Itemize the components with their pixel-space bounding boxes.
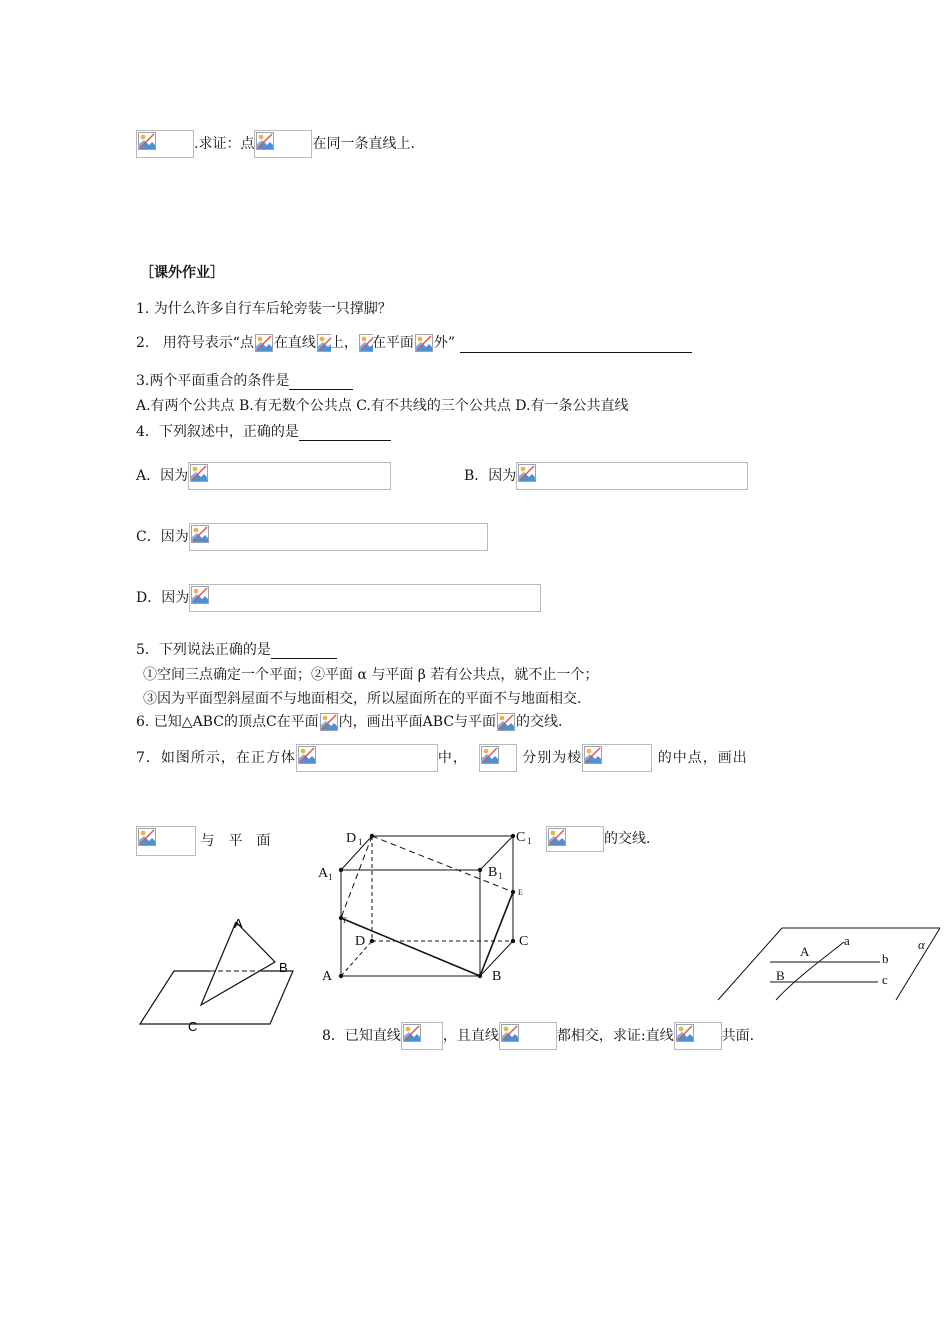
section-line [480, 892, 513, 976]
section-heading: ［课外作业］ [140, 265, 224, 281]
option-c [136, 523, 488, 551]
formula-image-icon [189, 523, 488, 551]
answer-blank[interactable] [299, 426, 391, 441]
formula-image-icon [496, 712, 516, 732]
question-7-cont-right [546, 826, 650, 852]
label-B1: B [488, 865, 498, 880]
formula-image-icon [296, 744, 438, 772]
text: 在直线 [273, 335, 316, 351]
label-F: F [343, 916, 348, 925]
text: 外” [433, 335, 456, 351]
text: 3.两个平面重合的条件是 [136, 373, 290, 389]
label-B: B [279, 960, 288, 975]
question-8 [322, 1022, 754, 1050]
label-b: b [882, 951, 889, 966]
label-B1-sub: 1 [498, 871, 503, 881]
text: 4．下列叙述中，正确的是 [136, 424, 299, 440]
triangle-outline [201, 922, 275, 1005]
cube-front-face [341, 870, 480, 976]
label-alpha: α [918, 937, 925, 952]
text: D．因为 [136, 590, 190, 606]
line-a [776, 942, 844, 1000]
text: 的交线. [604, 831, 651, 847]
formula-image-icon [254, 333, 274, 353]
text: 6. 已知△ABC的顶点C在平面 [136, 714, 319, 730]
question-1: 1. 为什么许多自行车后轮旁装一只撑脚？ [136, 301, 392, 317]
text: 分别为棱 [522, 750, 583, 766]
label-C: C [519, 934, 529, 949]
formula-image-icon [188, 462, 391, 490]
question-5 [136, 641, 337, 659]
triangle-plane-figure [130, 910, 300, 1035]
formula-image-icon [414, 333, 434, 353]
text: 2. [136, 335, 150, 351]
option-d [136, 584, 541, 612]
cube-figure [312, 820, 542, 990]
text: 中， [437, 750, 468, 766]
formula-image-icon [136, 130, 194, 158]
answer-blank[interactable] [289, 375, 353, 390]
plane-edge [718, 928, 782, 1000]
text: 都相交，求证:直线 [556, 1028, 674, 1044]
text: 的中点，画出 [657, 750, 748, 766]
formula-image-icon [499, 1022, 557, 1050]
label-B: B [492, 969, 502, 984]
formula-image-icon [516, 462, 748, 490]
question-3-options: A.有两个公共点 B.有无数个公共点 C.有不共线的三个公共点 D.有一条公共直线 [136, 398, 629, 414]
label-B: B [776, 968, 785, 983]
label-c: c [882, 972, 888, 987]
text: 与 平 面 [200, 833, 271, 849]
text: 的交线. [516, 714, 563, 730]
label-A: A [800, 944, 810, 959]
text: 5．下列说法正确的是 [136, 642, 271, 658]
question-6 [136, 712, 562, 732]
label-E: E [518, 888, 523, 897]
formula-image-icon [401, 1022, 443, 1050]
label-A: A [234, 916, 243, 931]
text: B．因为 [464, 468, 517, 484]
label-A1-sub: 1 [328, 872, 333, 882]
label-a: a [844, 933, 850, 948]
formula-image-icon [136, 826, 196, 856]
formula-image-icon [189, 584, 541, 612]
text: 共面. [721, 1028, 755, 1044]
text: 用符号表示“点 [162, 335, 254, 351]
text: ，且直线 [442, 1028, 499, 1044]
label-D: D [355, 934, 366, 949]
formula-image-icon [582, 744, 652, 772]
question-4 [136, 423, 391, 441]
label-C1-sub: 1 [527, 836, 532, 846]
text: 内，画出平面ABC与平面 [338, 714, 497, 730]
answer-blank[interactable] [271, 644, 337, 659]
section-dashed [372, 836, 513, 892]
formula-image-icon [546, 826, 604, 852]
text: A．因为 [136, 468, 189, 484]
question-7-cont-left [136, 826, 270, 856]
question-7 [136, 744, 748, 772]
label-C1: C [516, 830, 526, 845]
question-5-statement-2: ③因为平面型斜屋面不与地面相交，所以屋面所在的平面不与地面相交. [143, 691, 582, 707]
formula-image-icon [674, 1022, 722, 1050]
plane-outline [140, 971, 293, 1024]
proof-line [136, 130, 415, 158]
section-dashed [341, 836, 372, 918]
answer-blank[interactable] [460, 338, 692, 353]
text: 在平面 [371, 335, 414, 351]
text: 7．如图所示，在正方体 [136, 750, 296, 766]
text: 在同一条直线上. [312, 136, 415, 152]
formula-image-icon [358, 333, 372, 353]
label-D1-sub: 1 [358, 837, 363, 847]
label-D1: D [346, 831, 357, 846]
formula-image-icon [316, 333, 330, 353]
label-A1: A [318, 866, 329, 881]
formula-image-icon [479, 744, 517, 772]
label-C: C [188, 1019, 198, 1034]
question-3 [136, 372, 353, 390]
question-5-statement-1: ①空间三点确定一个平面；②平面 α 与平面 β 若有公共点，就不止一个； [143, 667, 599, 683]
text: .求证：点 [194, 136, 255, 152]
option-b [464, 462, 748, 490]
text: C．因为 [136, 529, 189, 545]
plane-lines-figure [714, 920, 940, 1006]
question-2 [136, 333, 692, 353]
label-A: A [322, 969, 333, 984]
option-a [136, 462, 391, 490]
text: 上， [329, 335, 358, 351]
formula-image-icon [319, 712, 339, 732]
formula-image-icon [254, 130, 312, 158]
text: 8．已知直线 [322, 1028, 401, 1044]
